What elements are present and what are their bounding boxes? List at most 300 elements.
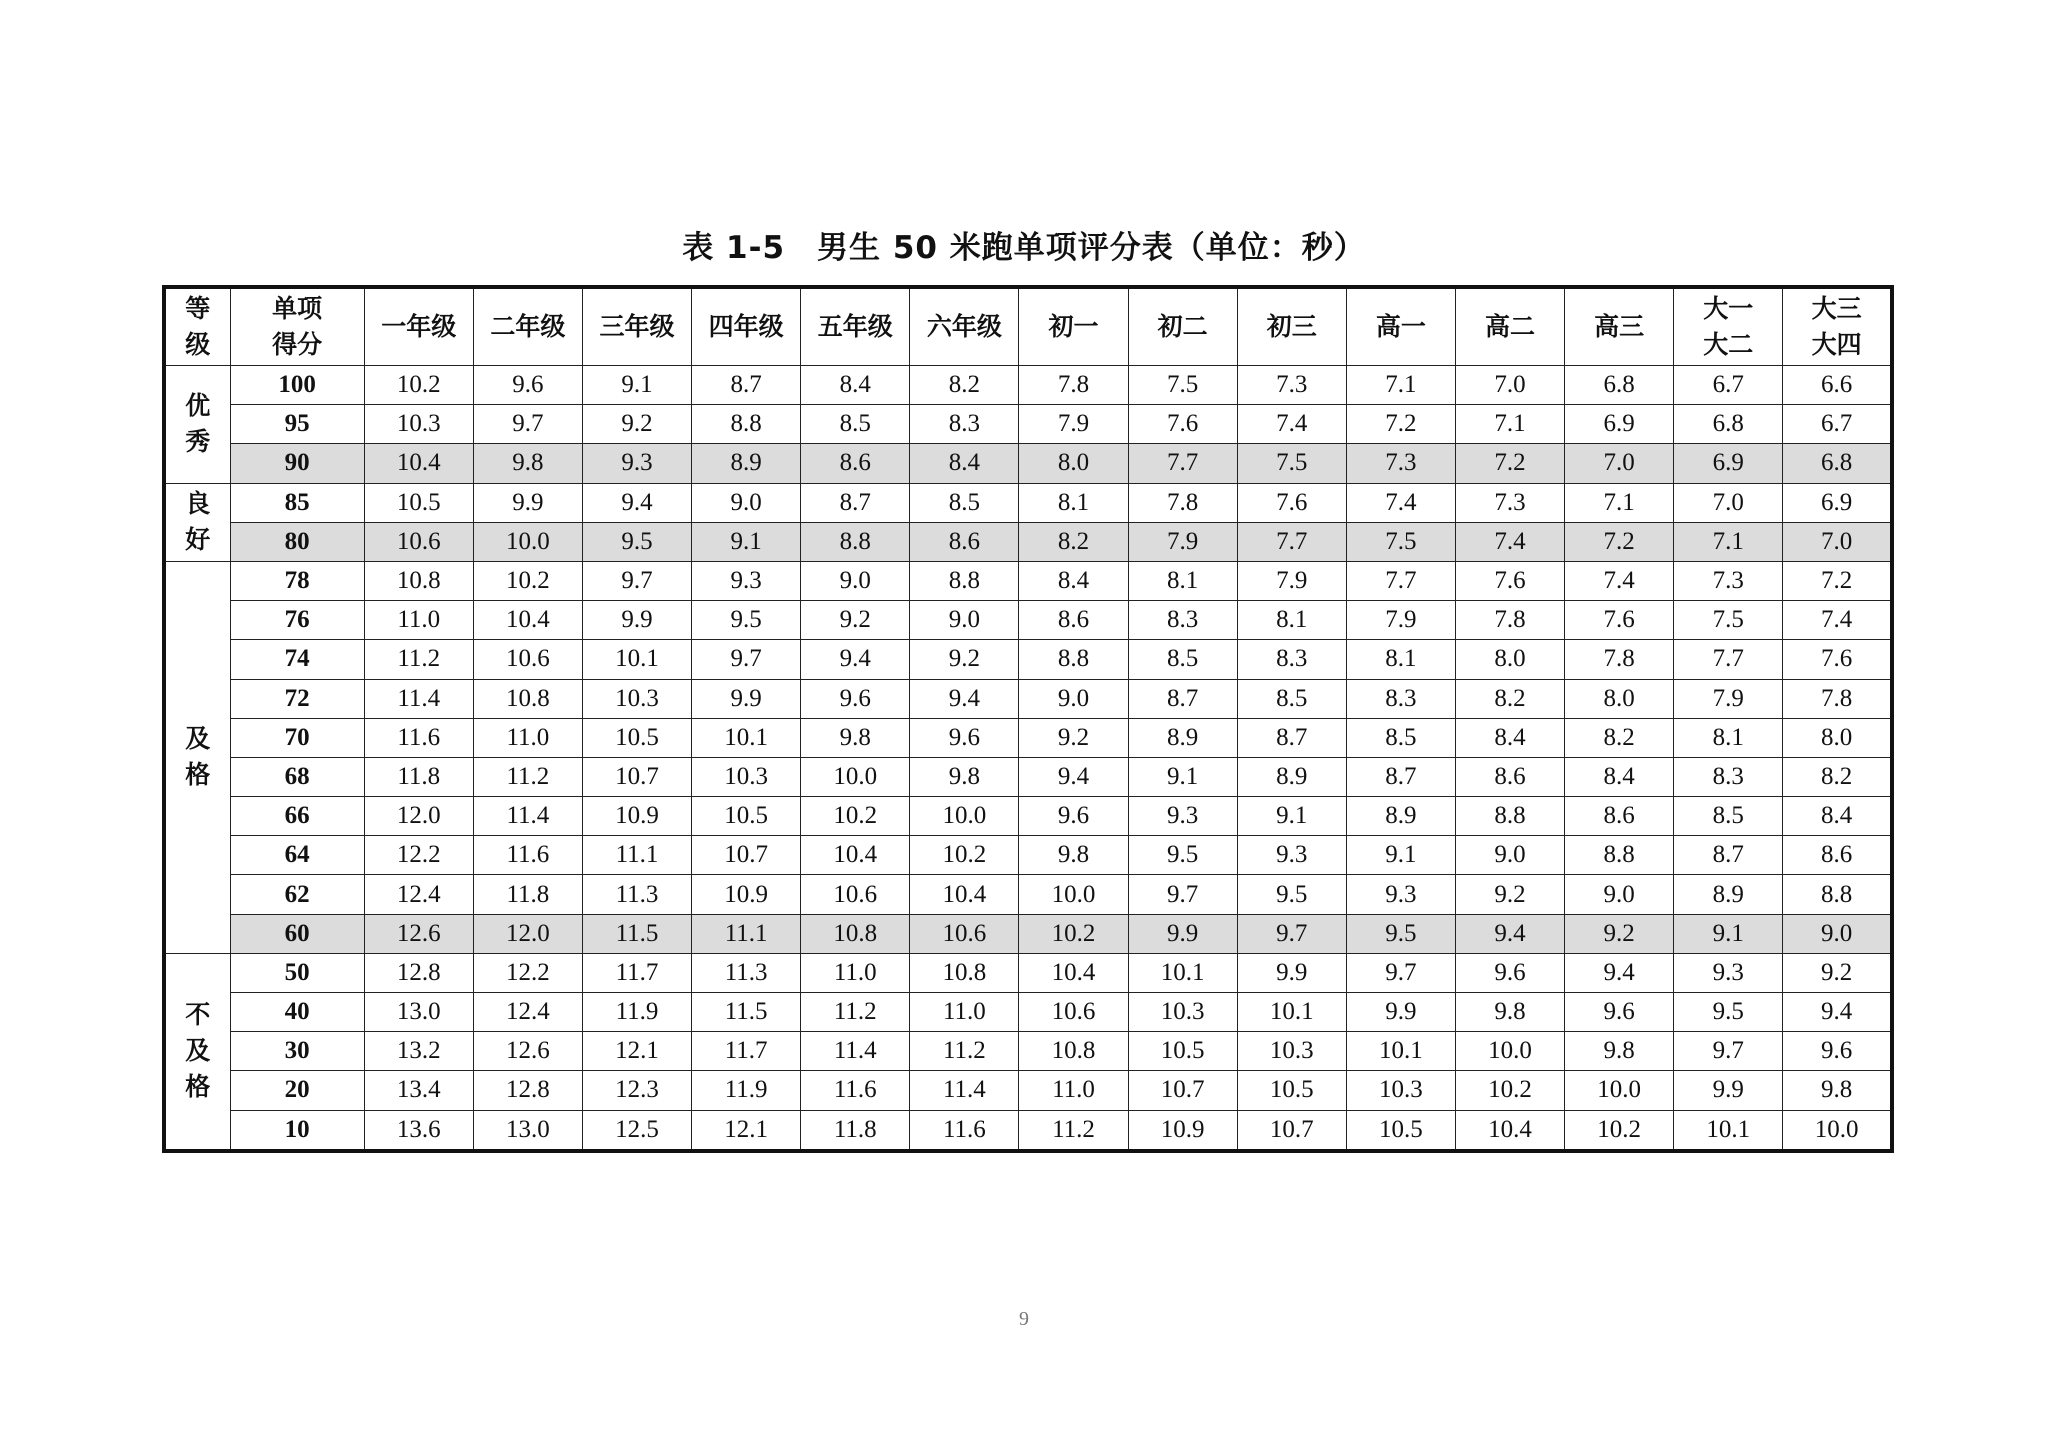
time-cell: 9.2 — [1019, 718, 1128, 757]
time-cell: 9.7 — [692, 640, 801, 679]
time-cell: 9.3 — [582, 444, 691, 483]
time-cell: 7.2 — [1783, 561, 1892, 600]
time-cell: 9.0 — [692, 483, 801, 522]
time-cell: 7.8 — [1455, 601, 1564, 640]
time-cell: 10.4 — [473, 601, 582, 640]
time-cell: 9.5 — [692, 601, 801, 640]
table-row — [164, 875, 1892, 914]
time-cell: 11.3 — [582, 875, 691, 914]
time-cell: 10.0 — [1019, 875, 1128, 914]
time-cell: 8.7 — [1128, 679, 1237, 718]
page-title: 表 1-5 男生 50 米跑单项评分表（单位：秒） — [682, 230, 1366, 266]
header-column — [1565, 287, 1674, 366]
time-cell: 7.7 — [1128, 444, 1237, 483]
time-cell: 10.8 — [801, 914, 910, 953]
time-cell: 12.2 — [364, 836, 473, 875]
time-cell: 9.7 — [473, 405, 582, 444]
time-cell: 9.9 — [692, 679, 801, 718]
time-cell: 9.2 — [910, 640, 1019, 679]
header-column — [1128, 287, 1237, 366]
time-cell: 8.0 — [1565, 679, 1674, 718]
time-cell: 8.7 — [692, 366, 801, 405]
time-cell: 7.8 — [1019, 366, 1128, 405]
header-column-line: 高二 — [1485, 312, 1536, 341]
time-cell: 7.1 — [1565, 483, 1674, 522]
time-cell: 8.1 — [1019, 483, 1128, 522]
time-cell: 8.9 — [1237, 757, 1346, 796]
time-cell: 8.1 — [1128, 561, 1237, 600]
time-cell: 9.0 — [1565, 875, 1674, 914]
header-score-line: 得分 — [272, 330, 323, 359]
time-cell: 9.6 — [801, 679, 910, 718]
time-cell: 11.9 — [692, 1071, 801, 1110]
header-column-line: 一年级 — [381, 312, 457, 341]
time-cell: 11.8 — [473, 875, 582, 914]
time-cell: 10.3 — [1346, 1071, 1455, 1110]
grade-label — [164, 366, 230, 484]
grade-label — [164, 953, 230, 1150]
time-cell: 12.8 — [473, 1071, 582, 1110]
time-cell: 10.5 — [1346, 1110, 1455, 1151]
time-cell: 7.7 — [1346, 561, 1455, 600]
time-cell: 6.8 — [1565, 366, 1674, 405]
time-cell: 8.6 — [910, 522, 1019, 561]
time-cell: 7.2 — [1455, 444, 1564, 483]
time-cell: 10.3 — [364, 405, 473, 444]
time-cell: 12.5 — [582, 1110, 691, 1151]
score-cell: 85 — [230, 483, 364, 522]
header-grade-line: 级 — [185, 330, 211, 359]
time-cell: 9.2 — [801, 601, 910, 640]
time-cell: 7.6 — [1783, 640, 1892, 679]
time-cell: 8.8 — [801, 522, 910, 561]
time-cell: 7.0 — [1565, 444, 1674, 483]
time-cell: 11.1 — [582, 836, 691, 875]
score-cell: 66 — [230, 797, 364, 836]
time-cell: 9.9 — [1674, 1071, 1783, 1110]
time-cell: 8.0 — [1783, 718, 1892, 757]
time-cell: 7.9 — [1019, 405, 1128, 444]
time-cell: 7.6 — [1455, 561, 1564, 600]
time-cell: 12.6 — [364, 914, 473, 953]
time-cell: 10.7 — [1237, 1110, 1346, 1151]
time-cell: 6.9 — [1565, 405, 1674, 444]
score-cell: 60 — [230, 914, 364, 953]
score-cell: 40 — [230, 993, 364, 1032]
time-cell: 11.2 — [364, 640, 473, 679]
score-cell: 76 — [230, 601, 364, 640]
time-cell: 12.8 — [364, 953, 473, 992]
time-cell: 12.0 — [364, 797, 473, 836]
time-cell: 9.7 — [582, 561, 691, 600]
table-row — [164, 601, 1892, 640]
time-cell: 10.6 — [473, 640, 582, 679]
time-cell: 7.7 — [1237, 522, 1346, 561]
header-column-line: 大一 — [1703, 294, 1754, 323]
time-cell: 8.1 — [1237, 601, 1346, 640]
time-cell: 10.9 — [692, 875, 801, 914]
score-cell: 100 — [230, 366, 364, 405]
time-cell: 7.9 — [1128, 522, 1237, 561]
time-cell: 8.8 — [692, 405, 801, 444]
time-cell: 11.8 — [801, 1110, 910, 1151]
time-cell: 9.4 — [801, 640, 910, 679]
time-cell: 7.3 — [1674, 561, 1783, 600]
time-cell: 10.8 — [364, 561, 473, 600]
time-cell: 9.9 — [1237, 953, 1346, 992]
time-cell: 8.7 — [1674, 836, 1783, 875]
header-column-line: 初二 — [1157, 312, 1208, 341]
time-cell: 8.4 — [1455, 718, 1564, 757]
time-cell: 10.2 — [1565, 1110, 1674, 1151]
time-cell: 9.3 — [1237, 836, 1346, 875]
time-cell: 7.5 — [1674, 601, 1783, 640]
table-row — [164, 405, 1892, 444]
time-cell: 8.3 — [1674, 757, 1783, 796]
time-cell: 12.6 — [473, 1032, 582, 1071]
time-cell: 10.2 — [1455, 1071, 1564, 1110]
time-cell: 8.2 — [1783, 757, 1892, 796]
grade-label-char: 好 — [185, 525, 211, 555]
time-cell: 10.7 — [582, 757, 691, 796]
grade-label-char: 秀 — [185, 427, 211, 457]
time-cell: 9.0 — [1455, 836, 1564, 875]
table-row — [164, 953, 1892, 992]
time-cell: 8.6 — [1019, 601, 1128, 640]
time-cell: 8.5 — [1346, 718, 1455, 757]
time-cell: 9.1 — [692, 522, 801, 561]
time-cell: 7.3 — [1237, 366, 1346, 405]
time-cell: 9.3 — [1128, 797, 1237, 836]
time-cell: 8.9 — [692, 444, 801, 483]
grade-label-char: 良 — [185, 489, 211, 519]
time-cell: 10.7 — [692, 836, 801, 875]
header-column-line: 大二 — [1703, 330, 1754, 359]
time-cell: 9.0 — [910, 601, 1019, 640]
time-cell: 11.6 — [364, 718, 473, 757]
time-cell: 8.4 — [1783, 797, 1892, 836]
time-cell: 9.6 — [1455, 953, 1564, 992]
time-cell: 13.0 — [364, 993, 473, 1032]
time-cell: 8.7 — [1237, 718, 1346, 757]
time-cell: 11.8 — [364, 757, 473, 796]
time-cell: 12.3 — [582, 1071, 691, 1110]
score-cell: 20 — [230, 1071, 364, 1110]
time-cell: 8.2 — [1565, 718, 1674, 757]
time-cell: 7.9 — [1674, 679, 1783, 718]
time-cell: 7.5 — [1128, 366, 1237, 405]
time-cell: 7.4 — [1783, 601, 1892, 640]
time-cell: 8.6 — [1455, 757, 1564, 796]
time-cell: 10.4 — [801, 836, 910, 875]
time-cell: 10.5 — [364, 483, 473, 522]
time-cell: 11.4 — [910, 1071, 1019, 1110]
time-cell: 10.1 — [1237, 993, 1346, 1032]
time-cell: 9.6 — [910, 718, 1019, 757]
time-cell: 6.6 — [1783, 366, 1892, 405]
table-row — [164, 522, 1892, 561]
time-cell: 11.6 — [801, 1071, 910, 1110]
time-cell: 11.0 — [801, 953, 910, 992]
time-cell: 6.8 — [1783, 444, 1892, 483]
time-cell: 7.6 — [1237, 483, 1346, 522]
time-cell: 7.5 — [1237, 444, 1346, 483]
time-cell: 12.1 — [582, 1032, 691, 1071]
time-cell: 7.3 — [1346, 444, 1455, 483]
header-column-line: 六年级 — [926, 312, 1002, 341]
header-column-line: 初一 — [1048, 312, 1099, 341]
header-column-line: 大四 — [1811, 330, 1862, 359]
time-cell: 11.9 — [582, 993, 691, 1032]
time-cell: 10.5 — [582, 718, 691, 757]
time-cell: 12.1 — [692, 1110, 801, 1151]
time-cell: 8.9 — [1674, 875, 1783, 914]
time-cell: 10.1 — [1128, 953, 1237, 992]
header-column — [1237, 287, 1346, 366]
time-cell: 10.4 — [1455, 1110, 1564, 1151]
time-cell: 8.6 — [801, 444, 910, 483]
time-cell: 9.5 — [1128, 836, 1237, 875]
header-column-line: 二年级 — [490, 312, 566, 341]
header-column — [364, 287, 473, 366]
score-cell: 78 — [230, 561, 364, 600]
time-cell: 10.6 — [910, 914, 1019, 953]
header-column — [801, 287, 910, 366]
time-cell: 10.2 — [473, 561, 582, 600]
time-cell: 8.0 — [1019, 444, 1128, 483]
time-cell: 8.5 — [1237, 679, 1346, 718]
time-cell: 10.6 — [801, 875, 910, 914]
time-cell: 10.2 — [1019, 914, 1128, 953]
time-cell: 9.0 — [1783, 914, 1892, 953]
time-cell: 11.6 — [910, 1110, 1019, 1151]
time-cell: 6.7 — [1674, 366, 1783, 405]
time-cell: 8.0 — [1455, 640, 1564, 679]
time-cell: 9.1 — [1674, 914, 1783, 953]
time-cell: 10.4 — [364, 444, 473, 483]
time-cell: 7.4 — [1237, 405, 1346, 444]
time-cell: 10.9 — [1128, 1110, 1237, 1151]
time-cell: 8.2 — [1019, 522, 1128, 561]
header-column — [692, 287, 801, 366]
time-cell: 8.3 — [1346, 679, 1455, 718]
time-cell: 9.1 — [582, 366, 691, 405]
time-cell: 8.4 — [1019, 561, 1128, 600]
table-row — [164, 1071, 1892, 1110]
time-cell: 10.9 — [582, 797, 691, 836]
time-cell: 10.6 — [1019, 993, 1128, 1032]
time-cell: 9.8 — [910, 757, 1019, 796]
header-column-line: 三年级 — [599, 312, 675, 341]
time-cell: 10.2 — [910, 836, 1019, 875]
time-cell: 7.0 — [1674, 483, 1783, 522]
time-cell: 8.5 — [910, 483, 1019, 522]
time-cell: 10.8 — [1019, 1032, 1128, 1071]
time-cell: 11.0 — [1019, 1071, 1128, 1110]
time-cell: 12.0 — [473, 914, 582, 953]
header-column-line: 五年级 — [817, 312, 893, 341]
time-cell: 11.0 — [910, 993, 1019, 1032]
time-cell: 7.2 — [1346, 405, 1455, 444]
time-cell: 10.5 — [1128, 1032, 1237, 1071]
time-cell: 12.4 — [473, 993, 582, 1032]
time-cell: 9.2 — [1455, 875, 1564, 914]
time-cell: 10.0 — [1565, 1071, 1674, 1110]
time-cell: 12.2 — [473, 953, 582, 992]
header-column — [473, 287, 582, 366]
score-cell: 90 — [230, 444, 364, 483]
time-cell: 8.1 — [1346, 640, 1455, 679]
time-cell: 13.0 — [473, 1110, 582, 1151]
time-cell: 10.3 — [582, 679, 691, 718]
time-cell: 8.9 — [1346, 797, 1455, 836]
time-cell: 11.0 — [364, 601, 473, 640]
time-cell: 10.8 — [910, 953, 1019, 992]
time-cell: 10.0 — [1783, 1110, 1892, 1151]
time-cell: 7.1 — [1346, 366, 1455, 405]
time-cell: 11.7 — [692, 1032, 801, 1071]
time-cell: 10.3 — [692, 757, 801, 796]
table-row — [164, 914, 1892, 953]
time-cell: 9.9 — [1128, 914, 1237, 953]
time-cell: 9.5 — [1346, 914, 1455, 953]
time-cell: 9.8 — [473, 444, 582, 483]
time-cell: 9.8 — [1565, 1032, 1674, 1071]
time-cell: 8.2 — [1455, 679, 1564, 718]
table-row — [164, 797, 1892, 836]
time-cell: 8.9 — [1128, 718, 1237, 757]
time-cell: 9.4 — [1565, 953, 1674, 992]
time-cell: 9.1 — [1237, 797, 1346, 836]
time-cell: 9.7 — [1674, 1032, 1783, 1071]
time-cell: 8.8 — [1019, 640, 1128, 679]
time-cell: 8.3 — [910, 405, 1019, 444]
time-cell: 7.6 — [1565, 601, 1674, 640]
time-cell: 8.5 — [1128, 640, 1237, 679]
time-cell: 6.9 — [1674, 444, 1783, 483]
header-column-line: 四年级 — [708, 312, 784, 341]
time-cell: 9.4 — [582, 483, 691, 522]
time-cell: 13.2 — [364, 1032, 473, 1071]
time-cell: 9.4 — [1455, 914, 1564, 953]
time-cell: 7.9 — [1346, 601, 1455, 640]
header-column — [1455, 287, 1564, 366]
time-cell: 8.4 — [1565, 757, 1674, 796]
time-cell: 6.9 — [1783, 483, 1892, 522]
time-cell: 10.1 — [1674, 1110, 1783, 1151]
header-column — [910, 287, 1019, 366]
time-cell: 9.9 — [473, 483, 582, 522]
time-cell: 9.2 — [582, 405, 691, 444]
time-cell: 8.7 — [1346, 757, 1455, 796]
time-cell: 8.8 — [910, 561, 1019, 600]
table-row — [164, 679, 1892, 718]
time-cell: 11.4 — [801, 1032, 910, 1071]
time-cell: 10.3 — [1128, 993, 1237, 1032]
time-cell: 11.4 — [364, 679, 473, 718]
time-cell: 11.6 — [473, 836, 582, 875]
score-cell: 95 — [230, 405, 364, 444]
score-cell: 64 — [230, 836, 364, 875]
time-cell: 9.3 — [692, 561, 801, 600]
score-cell: 72 — [230, 679, 364, 718]
time-cell: 7.0 — [1455, 366, 1564, 405]
grade-label-char: 不 — [185, 1000, 211, 1030]
time-cell: 11.5 — [582, 914, 691, 953]
time-cell: 11.7 — [582, 953, 691, 992]
time-cell: 10.5 — [1237, 1071, 1346, 1110]
time-cell: 7.8 — [1783, 679, 1892, 718]
time-cell: 10.0 — [1455, 1032, 1564, 1071]
time-cell: 8.6 — [1565, 797, 1674, 836]
table-row — [164, 718, 1892, 757]
time-cell: 9.7 — [1128, 875, 1237, 914]
time-cell: 7.1 — [1674, 522, 1783, 561]
grade-label-char: 及 — [185, 724, 211, 754]
time-cell: 9.2 — [1783, 953, 1892, 992]
time-cell: 10.5 — [692, 797, 801, 836]
score-cell: 10 — [230, 1110, 364, 1151]
header-column-line: 初三 — [1266, 312, 1317, 341]
time-cell: 8.4 — [910, 444, 1019, 483]
header-score — [230, 287, 364, 366]
header-column — [582, 287, 691, 366]
time-cell: 6.8 — [1674, 405, 1783, 444]
time-cell: 9.2 — [1565, 914, 1674, 953]
time-cell: 12.4 — [364, 875, 473, 914]
time-cell: 10.2 — [364, 366, 473, 405]
score-cell: 80 — [230, 522, 364, 561]
time-cell: 8.7 — [801, 483, 910, 522]
time-cell: 9.5 — [1674, 993, 1783, 1032]
grade-label-char: 格 — [185, 1072, 211, 1102]
time-cell: 11.5 — [692, 993, 801, 1032]
table-header-row — [164, 287, 1892, 366]
time-cell: 10.3 — [1237, 1032, 1346, 1071]
time-cell: 9.6 — [1565, 993, 1674, 1032]
time-cell: 9.3 — [1346, 875, 1455, 914]
time-cell: 9.7 — [1237, 914, 1346, 953]
time-cell: 10.2 — [801, 797, 910, 836]
table-row — [164, 561, 1892, 600]
time-cell: 9.7 — [1346, 953, 1455, 992]
time-cell: 11.1 — [692, 914, 801, 953]
time-cell: 7.9 — [1237, 561, 1346, 600]
time-cell: 7.4 — [1346, 483, 1455, 522]
time-cell: 10.0 — [910, 797, 1019, 836]
time-cell: 7.3 — [1455, 483, 1564, 522]
header-column — [1674, 287, 1783, 366]
time-cell: 13.6 — [364, 1110, 473, 1151]
table-body — [164, 366, 1892, 1151]
time-cell: 10.0 — [473, 522, 582, 561]
time-cell: 8.8 — [1783, 875, 1892, 914]
time-cell: 6.7 — [1783, 405, 1892, 444]
time-cell: 8.3 — [1128, 601, 1237, 640]
time-cell: 9.8 — [1019, 836, 1128, 875]
time-cell: 9.8 — [801, 718, 910, 757]
score-cell: 70 — [230, 718, 364, 757]
time-cell: 11.3 — [692, 953, 801, 992]
header-score-line: 单项 — [272, 294, 323, 323]
time-cell: 9.1 — [1128, 757, 1237, 796]
time-cell: 8.8 — [1565, 836, 1674, 875]
time-cell: 11.2 — [473, 757, 582, 796]
score-table — [162, 285, 1894, 1153]
time-cell: 10.0 — [801, 757, 910, 796]
table-row — [164, 483, 1892, 522]
time-cell: 9.0 — [801, 561, 910, 600]
